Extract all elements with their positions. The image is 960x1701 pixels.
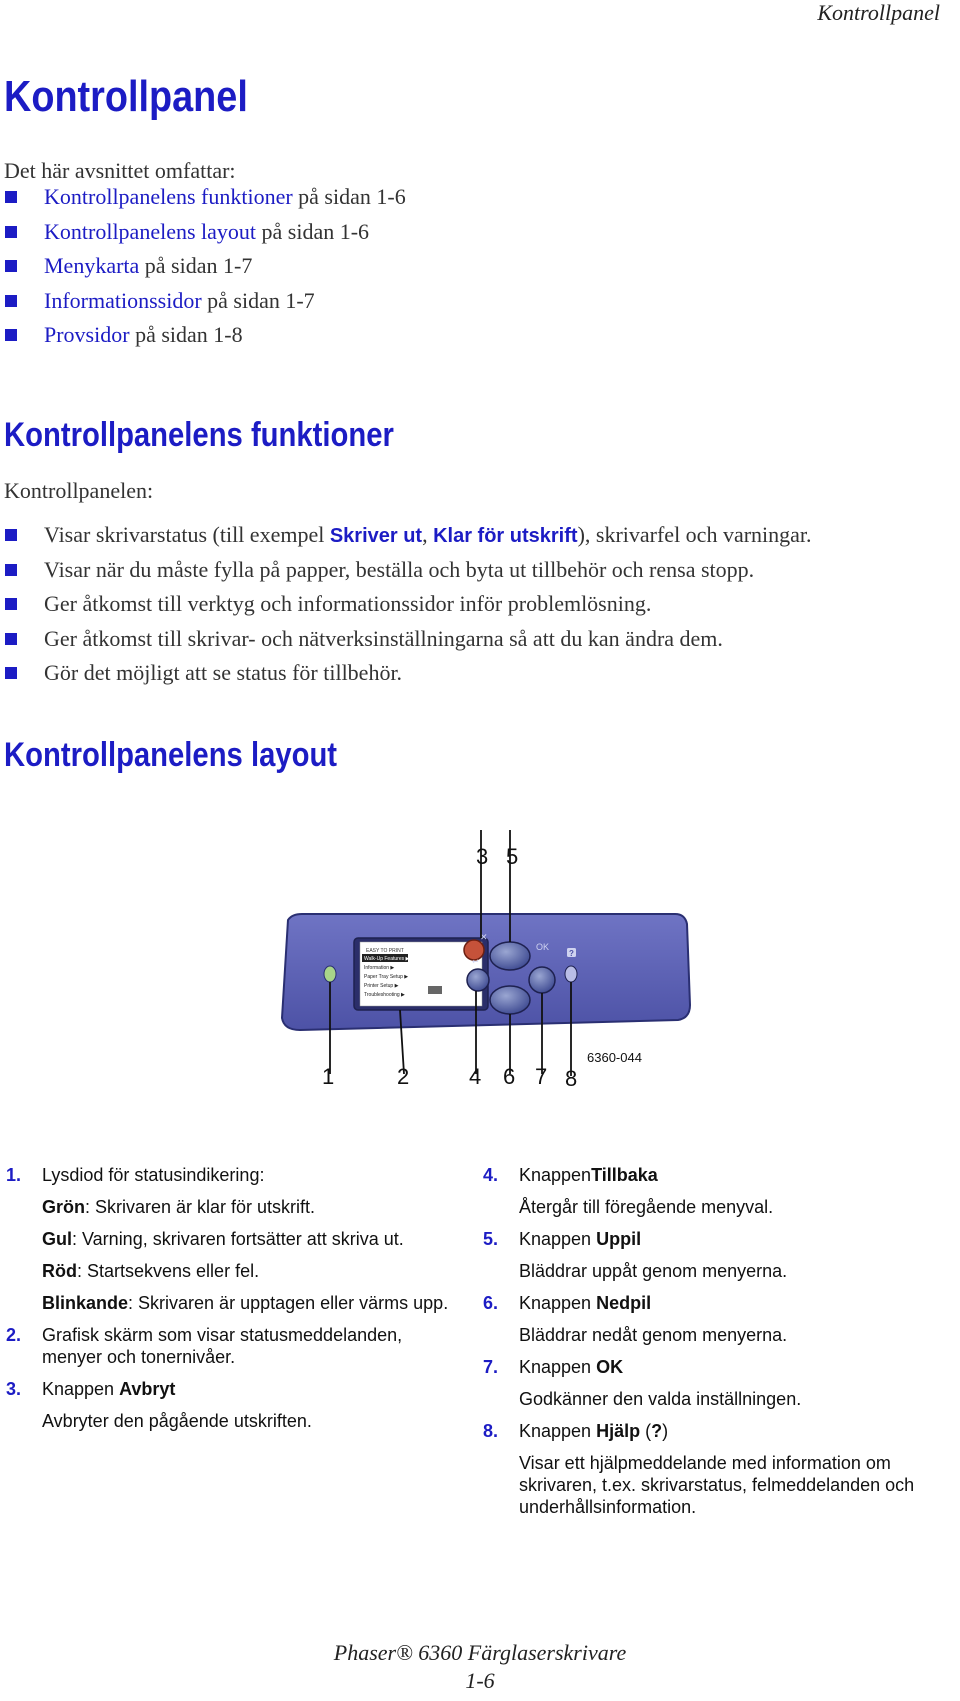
legend-item-3-desc: Avbryter den pågående utskriften. [42, 1411, 312, 1431]
screen-menu-item: Printer Setup ▶ [364, 983, 399, 989]
toc-item: Kontrollpanelens layout på sidan 1-6 [0, 217, 406, 252]
footer-product: Phaser® 6360 Färglaserskrivare [333, 1640, 627, 1665]
callout-8: 8 [565, 1066, 578, 1091]
part-number: 6360-044 [587, 1050, 642, 1065]
square-bullet-icon [5, 295, 17, 307]
toc-link[interactable]: Kontrollpanelens layout [44, 218, 257, 244]
square-bullet-icon [5, 564, 17, 576]
ok-label: OK [536, 942, 550, 952]
legend-item-7-desc: Godkänner den valda inställningen. [519, 1389, 802, 1409]
square-bullet-icon [5, 633, 17, 645]
legend-led-green: Grön: Skrivaren är klar för utskrift. [42, 1197, 316, 1217]
legend-led-blink: Blinkande: Skrivaren är upptagen eller värms upp. [42, 1293, 449, 1313]
callout-6: 6 [503, 1064, 516, 1089]
functions-item: Ger åtkomst till skrivar- och nätverksinställningarna så att du kan ändra dem. [0, 624, 812, 659]
section-heading-layout: Kontrollpanelens layout [4, 736, 338, 774]
legend-item-3: 3. Knappen Avbryt [6, 1379, 176, 1399]
legend-item-8: 8. Knappen Hjälp (?) [483, 1421, 669, 1441]
toc-item: Menykarta på sidan 1-7 [0, 251, 406, 286]
legend-item-5: 5. Knappen Uppil [483, 1229, 642, 1249]
toc-item: Kontrollpanelens funktioner på sidan 1-6 [0, 182, 406, 217]
functions-item: Gör det möjligt att se status för tillbehör. [0, 658, 812, 693]
down-arrow-button [490, 986, 530, 1014]
toc-list [0, 182, 406, 355]
section-heading-functions: Kontrollpanelens funktioner [4, 416, 394, 454]
legend-item-2: 2. Grafisk skärm som visar statusmeddelanden, menyer och tonernivåer. [6, 1325, 403, 1367]
legend-item-8-desc: Visar ett hjälpmeddelande med information om skrivaren, t.ex. skrivarstatus, felmeddelanden och underhållsinformation. [519, 1453, 915, 1517]
square-bullet-icon [5, 329, 17, 341]
square-bullet-icon [5, 667, 17, 679]
back-icon: ↩ [472, 957, 479, 966]
toc-link[interactable]: Kontrollpanelens funktioner [44, 184, 293, 209]
up-arrow-button [490, 942, 530, 970]
status-example: Klar för utskrift [433, 525, 578, 547]
legend-item-7: 7. Knappen OK [483, 1357, 624, 1377]
page-title: Kontrollpanel [4, 72, 248, 121]
running-header: Kontrollpanel [817, 0, 940, 25]
screen-menu-item: Paper Tray Setup ▶ [364, 974, 409, 980]
legend-led-red: Röd: Startsekvens eller fel. [42, 1261, 260, 1281]
help-label: ? [569, 949, 574, 958]
square-bullet-icon [5, 191, 17, 203]
square-bullet-icon [5, 226, 17, 238]
back-button [467, 969, 489, 991]
footer-page-number: 1-6 [465, 1668, 495, 1693]
toc-link[interactable]: Provsidor [44, 322, 130, 347]
callout-2: 2 [397, 1064, 410, 1089]
legend-item-1: 1. Lysdiod för statusindikering: [6, 1165, 265, 1185]
legend-item-6: 6. Knappen Nedpil [483, 1293, 652, 1313]
functions-lead: Kontrollpanelen: [4, 478, 154, 503]
toner-gauge [428, 986, 442, 994]
legend-item-4-desc: Återgår till föregående menyval. [519, 1197, 774, 1217]
functions-item: Visar skrivarstatus (till exempel Skriver ut, Klar för utskrift), skrivarfel och varningar. [0, 520, 812, 555]
functions-item: Visar när du måste fylla på papper, beställa och byta ut tillbehör och rensa stopp. [0, 555, 812, 590]
legend-item-5-desc: Bläddrar uppåt genom menyerna. [519, 1261, 788, 1281]
callout-3: 3 [476, 844, 489, 869]
toc-item: Provsidor på sidan 1-8 [0, 320, 406, 355]
status-example: Skriver ut [329, 525, 423, 547]
callout-7: 7 [535, 1064, 548, 1089]
screen-title: EASY TO PRINT [366, 948, 404, 954]
legend-item-6-desc: Bläddrar nedåt genom menyerna. [519, 1325, 788, 1345]
intro-text: Det här avsnittet omfattar: [4, 158, 236, 183]
help-button [565, 966, 577, 982]
legend-led-yellow: Gul: Varning, skrivaren fortsätter att skriva ut. [42, 1229, 404, 1249]
ok-button [529, 967, 555, 993]
square-bullet-icon [5, 260, 17, 272]
square-bullet-icon [5, 598, 17, 610]
toc-link[interactable]: Informationssidor [44, 287, 202, 313]
screen-menu-item: Walk-Up Features ▶ [364, 956, 410, 962]
screen-menu-item: Information ▶ [364, 965, 395, 971]
callout-5: 5 [506, 844, 519, 869]
legend-right [483, 1164, 943, 1528]
functions-list [0, 520, 812, 693]
square-bullet-icon [5, 529, 17, 541]
legend-item-4: 4. KnappenTillbaka [483, 1165, 658, 1185]
cancel-icon: ✕ [480, 932, 488, 942]
toc-item: Informationssidor på sidan 1-7 [0, 286, 406, 321]
control-panel-diagram [270, 830, 700, 1100]
callout-1: 1 [322, 1064, 335, 1089]
toc-link[interactable]: Menykarta [44, 253, 140, 278]
screen-menu-item: Troubleshooting ▶ [364, 992, 405, 998]
callout-4: 4 [469, 1064, 482, 1089]
status-led [324, 966, 336, 982]
functions-item: Ger åtkomst till verktyg och informationssidor inför problemlösning. [0, 589, 812, 624]
legend-left [6, 1164, 466, 1442]
